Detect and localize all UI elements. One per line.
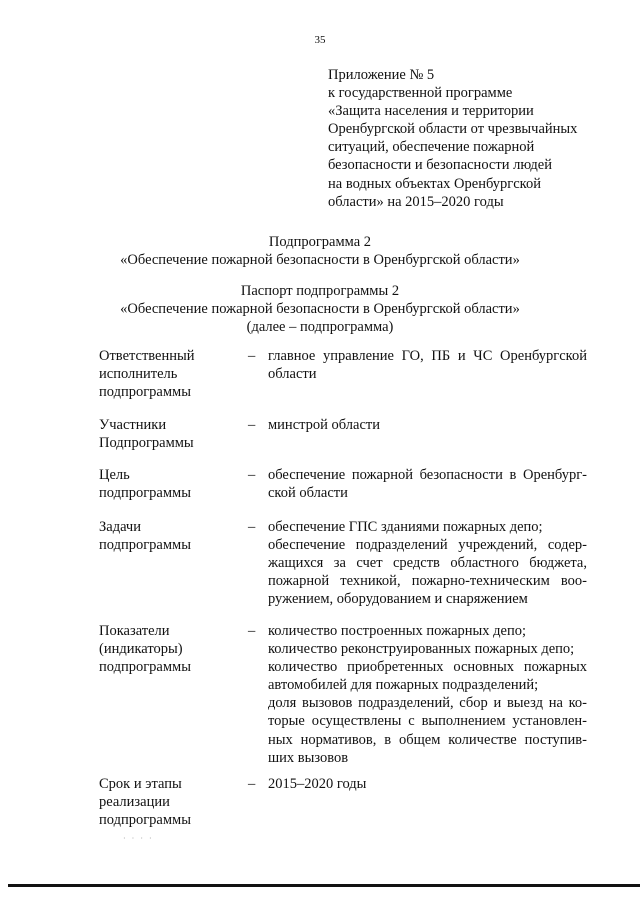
row-label-line: Участники — [99, 417, 167, 433]
row-value-line: минстрой области — [268, 417, 380, 433]
row-label — [99, 518, 229, 554]
row-dash: – — [248, 417, 256, 433]
row-value-line: пожарной техникой, пожарно-техническим воо- — [268, 573, 587, 590]
row-dash: – — [248, 623, 256, 639]
row-value — [268, 416, 587, 434]
row-value-line: автомобилей для пожарных подразделений; — [268, 677, 539, 694]
row-label-line: подпрограммы — [99, 384, 191, 401]
row-value-line: доля вызовов подразделений, сбор и выезд на ко- — [268, 695, 587, 712]
row-value-line: ружением, оборудованием и снаряжением — [268, 591, 528, 608]
bottom-rule — [8, 884, 640, 887]
row-label-line: подпрограммы — [99, 537, 191, 554]
appendix-line: Приложение № 5 — [328, 67, 435, 83]
row-value-line: ших вызовов — [268, 749, 349, 766]
row-label — [99, 416, 229, 452]
row-value-line: обеспечение ГПС зданиями пожарных депо; — [268, 519, 543, 535]
row-dash: – — [248, 776, 256, 792]
row-label — [99, 466, 229, 502]
row-label-line: Показатели — [99, 623, 170, 639]
row-value-line: обеспечение подразделений учреждений, содер- — [268, 537, 587, 554]
row-label-line: (индикаторы) — [99, 641, 183, 658]
row-label-line: подпрограммы — [99, 659, 191, 676]
passport-title-line: «Обеспечение пожарной безопасности в Оренбургской области» — [120, 301, 520, 318]
subprogram-title — [0, 233, 640, 269]
row-value — [268, 622, 587, 767]
passport-title-line: Паспорт подпрограммы 2 — [240, 283, 400, 299]
appendix-header — [328, 66, 618, 211]
passport-title — [0, 282, 640, 336]
row-value-line: 2015–2020 годы — [268, 776, 367, 792]
row-label — [99, 622, 229, 676]
row-label-line: Ответственный — [99, 348, 195, 364]
row-value-line: ской области — [268, 485, 348, 502]
row-value-line: главное управление ГО, ПБ и ЧС Оренбургской — [268, 348, 587, 364]
appendix-line: Оренбургской области от чрезвычайных — [328, 121, 578, 138]
row-value-line: количество приобретенных основных пожарных — [268, 659, 587, 676]
subprogram-title-line: «Обеспечение пожарной безопасности в Оренбургской области» — [120, 252, 520, 269]
row-value — [268, 518, 587, 608]
row-value-line: количество реконструированных пожарных депо; — [268, 641, 575, 658]
appendix-line: области» на 2015–2020 годы — [328, 193, 504, 210]
row-label-line: Срок и этапы — [99, 776, 182, 792]
appendix-line: к государственной программе — [328, 85, 513, 102]
row-label-line: исполнитель — [99, 366, 178, 383]
row-value-line: области — [268, 366, 317, 383]
appendix-line: безопасности и безопасности людей — [328, 157, 552, 174]
row-label-line: Подпрограммы — [99, 435, 194, 452]
row-value-line: обеспечение пожарной безопасности в Оренбург- — [268, 467, 587, 483]
scan-noise: · · · · — [123, 834, 154, 843]
row-label-line: подпрограммы — [99, 485, 191, 502]
row-label-line: подпрограммы — [99, 812, 191, 829]
row-value-line: жащихся за счет средств областного бюджета, — [268, 555, 587, 572]
row-dash: – — [248, 519, 256, 535]
page-number: 35 — [314, 34, 326, 46]
row-value — [268, 466, 587, 502]
row-label-line: Задачи — [99, 519, 141, 535]
passport-title-line: (далее – подпрограмма) — [246, 319, 394, 336]
row-value-line: количество построенных пожарных депо; — [268, 623, 526, 639]
subprogram-title-line: Подпрограмма 2 — [268, 234, 372, 250]
row-label — [99, 347, 229, 401]
appendix-line: ситуаций, обеспечение пожарной — [328, 139, 535, 156]
row-label-line: Цель — [99, 467, 130, 483]
row-value-line: торые осуществлены с выполнением установлен- — [268, 713, 587, 730]
row-value-line: ных нормативов, в общем количестве поступив- — [268, 731, 587, 748]
row-dash: – — [248, 467, 256, 483]
appendix-line: на водных объектах Оренбургской — [328, 175, 541, 192]
row-value — [268, 775, 587, 793]
row-dash: – — [248, 348, 256, 364]
row-label-line: реализации — [99, 794, 170, 811]
row-label — [99, 775, 229, 829]
row-value — [268, 347, 587, 383]
appendix-line: «Защита населения и территории — [328, 103, 534, 120]
